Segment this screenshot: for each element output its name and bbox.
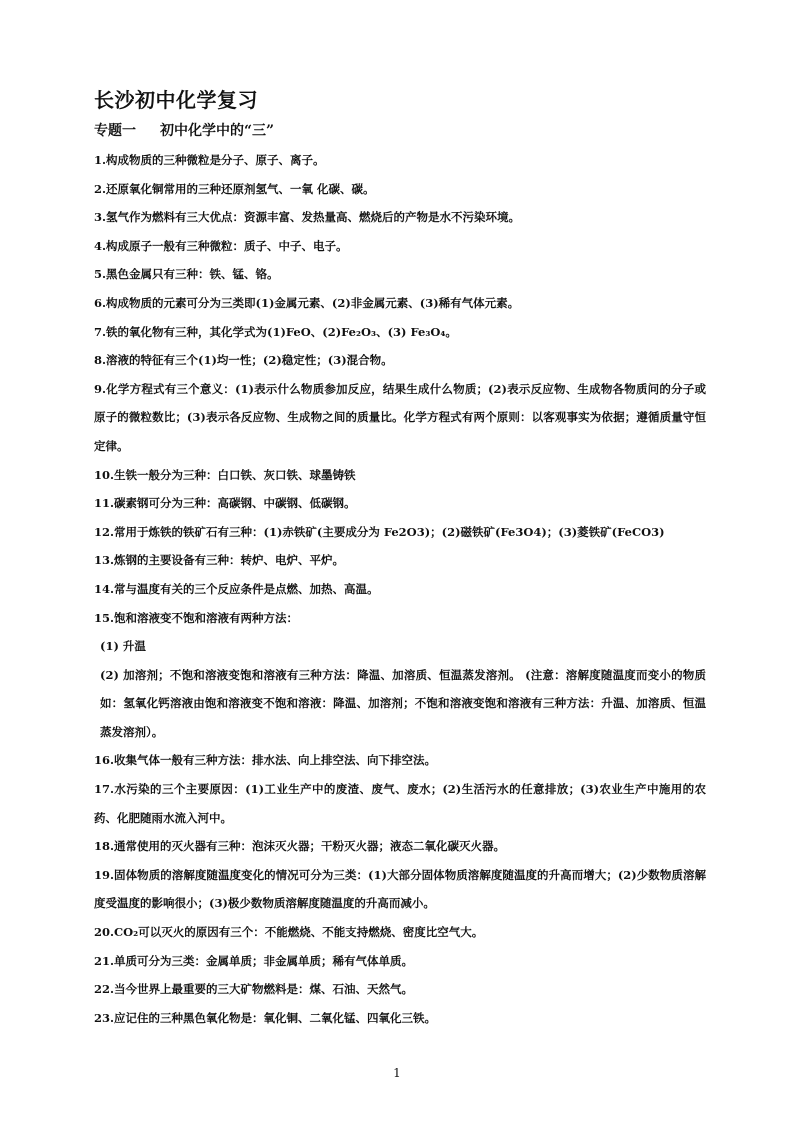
list-item: 12.常用于炼铁的铁矿石有三种：(1)赤铁矿(主要成分为 Fe2O3)；(2)磁铁矿(Fe3O4)；(3)菱铁矿(FeCO3) bbox=[94, 524, 665, 539]
list-item: 7.铁的氧化物有三种，其化学式为(1)FeO、(2)Fe₂O₃、(3) Fe₃O₄。 bbox=[94, 324, 457, 339]
list-item: 23.应记住的三种黑色氧化物是：氧化铜、二氧化锰、四氧化三铁。 bbox=[94, 1010, 437, 1025]
list-item: 2.还原氧化铜常用的三种还原剂氢气、一氧 化碳、碳。 bbox=[94, 181, 375, 196]
page-number: 1 bbox=[393, 1066, 401, 1080]
list-item: 1.构成物质的三种微粒是分子、原子、离子。 bbox=[94, 153, 325, 167]
list-item: 6.构成物质的元素可分为三类即(1)金属元素、(2)非金属元素、(3)稀有气体元素。 bbox=[94, 295, 520, 310]
list-item: 8.溶液的特征有三个(1)均一性；(2)稳定性；(3)混合物。 bbox=[94, 353, 393, 368]
section-title: 初中化学中的“三” bbox=[160, 123, 275, 139]
list-item: 10.生铁一般分为三种：白口铁、灰口铁、球墨铸铁 bbox=[94, 467, 356, 482]
list-item: 19.固体物质的溶解度随温度变化的情况可分为三类：(1)大部分固体物质溶解度随温度的升高而增大；(2)少数物质溶解度受温度的影响很小；(3)极少数物质溶解度随温度的升高而减小。 bbox=[94, 867, 706, 911]
document-title: 长沙初中化学复习 bbox=[94, 88, 258, 112]
section-heading bbox=[94, 120, 274, 140]
list-item: 22.当今世界上最重要的三大矿物燃料是：煤、石油、天然气。 bbox=[94, 982, 414, 997]
list-subitem: (2) 加溶剂；不饱和溶液变饱和溶液有三种方法：降温、加溶质、恒温蒸发溶剂。 (注意：溶解度随温度而变小的物质如：氢氧化钙溶液由饱和溶液变不饱和溶液：降温、加溶剂；不饱和溶液变饱和溶液有三种方法：升温、加溶质、恒温蒸发溶剂）。 bbox=[100, 667, 706, 739]
list-item: 16.收集气体一般有三种方法：排水法、向上排空法、向下排空法。 bbox=[94, 753, 437, 768]
list-item: 4.构成原子一般有三种微粒：质子、中子、电子。 bbox=[94, 238, 348, 253]
list-item: 14.常与温度有关的三个反应条件是点燃、加热、高温。 bbox=[94, 581, 379, 596]
list-item: 11.碳素钢可分为三种：高碳钢、中碳钢、低碳钢。 bbox=[94, 496, 356, 511]
list-item: 17.水污染的三个主要原因：(1)工业生产中的废渣、废气、废水；(2)生活污水的任意排放；(3)农业生产中施用的农药、化肥随雨水流入河中。 bbox=[94, 782, 706, 825]
item-list bbox=[94, 146, 706, 1032]
list-item: 20.CO₂可以灭火的原因有三个：不能燃烧、不能支持燃烧、密度比空气大。 bbox=[94, 925, 484, 940]
list-subitem: (1) 升温 bbox=[100, 639, 146, 654]
list-item: 13.炼钢的主要设备有三种：转炉、电炉、平炉。 bbox=[94, 553, 345, 568]
list-item: 5.黑色金属只有三种：铁、锰、铬。 bbox=[94, 267, 279, 282]
list-item: 3.氢气作为燃料有三大优点：资源丰富、发热量高、燃烧后的产物是水不污染环境。 bbox=[94, 210, 521, 225]
list-item: 9.化学方程式有三个意义：(1)表示什么物质参加反应，结果生成什么物质；(2)表示反应物、生成物各物质问的分子或原子的微粒数比；(3)表示各反应物、生成物之间的质量比。化学方程式有两个原则：以客观事实为依据；遵循质量守恒定律。 bbox=[94, 381, 706, 453]
list-item: 21.单质可分为三类：金属单质；非金属单质；稀有气体单质。 bbox=[94, 953, 414, 968]
list-item: 15.饱和溶液变不饱和溶液有两种方法： bbox=[94, 610, 299, 625]
list-item: 18.通常使用的灭火器有三种：泡沫灭火器；干粉灭火器；液态二氧化碳灭火器。 bbox=[94, 839, 506, 854]
section-label: 专题一 bbox=[94, 123, 136, 139]
